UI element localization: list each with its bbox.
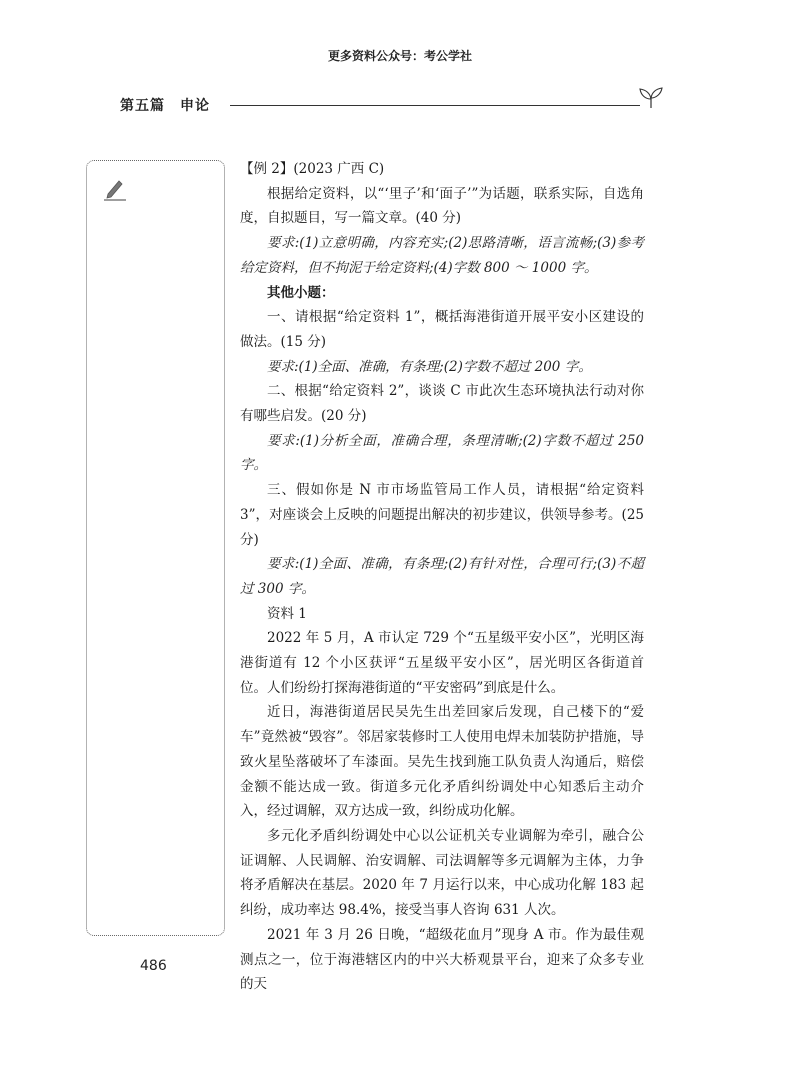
top-banner: 更多资料公众号：考公学社 [327,49,472,63]
paragraph: 【例 2】(2023 广西 C) [240,161,385,177]
paragraph: 2022 年 5 月，A 市认定 729 个“五星级平安小区”，光明区海港街道有 12 个小区获评“五星级平安小区”，居光明区各街道首位。人们纷纷打探海港街道的“平安密码”到底是什么。 [240,630,644,696]
sprout-icon [636,86,666,110]
paragraph: 三、假如你是 N 市市场监管局工作人员，请根据“给定资料 3”，对座谈会上反映的问题提出解决的初步建议，供领导参考。(25 分) [240,482,644,548]
paragraph: 根据给定资料，以“‘里子’和‘面子’”为话题，联系实际，自选角度，自拟题目，写一篇文章。(40 分) [240,185,644,227]
page-number: 486 [140,958,167,974]
pencil-icon [102,176,128,202]
paragraph: 要求:(1)全面、准确，有条理;(2)有针对性，合理可行;(3)不超过 300 字。 [240,556,644,597]
paragraph: 要求:(1)全面、准确，有条理;(2)字数不超过 200 字。 [267,358,592,375]
paragraph: 要求:(1)分析全面，准确合理，条理清晰;(2)字数不超过 250 字。 [240,432,644,474]
chapter-rule [230,105,640,106]
note-sidebar [86,160,225,936]
article-body [240,157,644,997]
paragraph: 2021 年 3 月 26 日晚，“超级花血月”现身 A 市。作为最佳观测点之一，位于海港辖区内的中兴大桥观景平台，迎来了众多专业的天 [240,926,644,993]
paragraph: 近日，海港街道居民吴先生出差回家后发现，自己楼下的“爱车”竟然被“毁容”。邻居家装修时工人使用电焊未加装防护措施，导致火星坠落破坏了车漆面。吴先生找到施工队负责人沟通后，赔偿金额不能达成一致。街道多元化矛盾纠纷调处中心知悉后主动介入，经过调解，双方达成一致，纠纷成功化解。 [240,704,644,820]
paragraph: 二、根据“给定资料 2”，谈谈 C 市此次生态环境执法行动对你有哪些启发。(20 分) [240,383,644,425]
paragraph: 多元化矛盾纠纷调处中心以公证机关专业调解为牵引，融合公证调解、人民调解、治安调解、司法调解等多元调解为主体，力争将矛盾解决在基层。2020 年 7 月运行以来，中心成功化解 183 起纠纷，成功率达 98.4%，接受当事人咨询 631 人次。 [240,827,644,919]
chapter-title: 第五篇 申论 [120,98,210,114]
paragraph: 资料 1 [267,605,307,622]
paragraph: 其他小题： [267,284,335,301]
paragraph: 一、请根据“给定资料 1”，概括海港街道开展平安小区建设的做法。(15 分) [240,309,644,350]
paragraph: 要求:(1)立意明确，内容充实;(2)思路清晰，语言流畅;(3)参考给定资料，但不拘泥于给定资料;(4)字数 800 ～ 1000 字。 [240,235,644,276]
